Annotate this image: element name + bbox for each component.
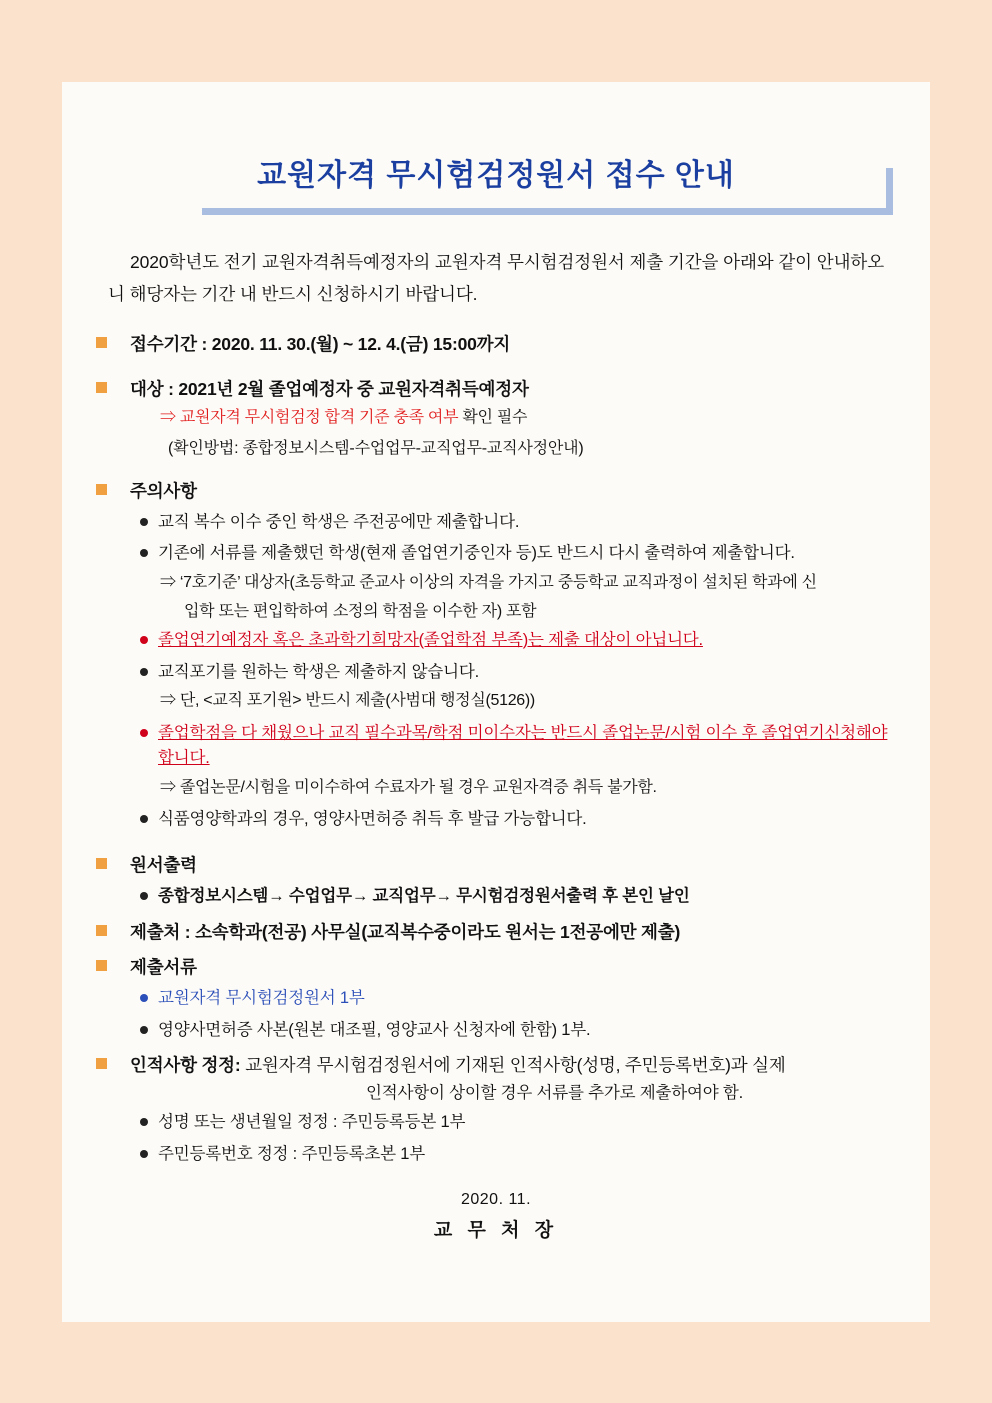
orange-square-icon xyxy=(96,484,107,495)
bullet-dot-icon xyxy=(140,1118,148,1126)
footer-date: 2020. 11. xyxy=(460,1190,532,1208)
intro-paragraph: 2020학년도 전기 교원자격취득예정자의 교원자격 무시험검정원서 제출 기간을 아래와 같이 안내하오니 해당자는 기간 내 반드시 신청하시기 바랍니다. xyxy=(108,252,884,305)
orange-square-icon xyxy=(96,925,107,936)
list-item xyxy=(140,986,896,1011)
list-item xyxy=(140,884,896,909)
bullet-dot-icon xyxy=(140,518,148,526)
page-title: 교원자격 무시험검정원서 접수 안내 xyxy=(257,159,735,192)
title-block xyxy=(96,136,896,222)
document-footer xyxy=(96,1191,896,1242)
bullet-dot-icon xyxy=(140,1150,148,1158)
list-item xyxy=(140,1110,896,1135)
caution-note-thesis: ⇒ 졸업논문/시험을 미이수하여 수료자가 될 경우 교원자격증 취득 불가함. xyxy=(160,778,657,796)
title-underline-bar xyxy=(202,208,892,215)
bullet-dot-icon xyxy=(140,892,148,900)
bullet-dot-icon xyxy=(140,994,148,1002)
section-form-print xyxy=(96,852,896,909)
caution-text-1: 교직 복수 이수 중인 학생은 주전공에만 제출합니다. xyxy=(158,512,520,531)
list-item xyxy=(140,1018,896,1043)
bullet-dot-icon xyxy=(140,549,148,557)
caution-text-6: 식품영양학과의 경우, 영양사면허증 취득 후 발급 가능합니다. xyxy=(158,810,587,829)
caution-note-7ho-line2: 입학 또는 편입학하여 소정의 학점을 이수한 자) 포함 xyxy=(184,602,537,620)
section-personal-info-correction xyxy=(96,1052,896,1167)
target-requirement-tail: 확인 필수 xyxy=(458,408,528,426)
personal-info-desc-cont: 인적사항이 상이할 경우 서류를 추가로 제출하여야 함. xyxy=(366,1084,743,1103)
section-heading-cautions: 주의사항 xyxy=(130,480,197,501)
personal-info-desc: 교원자격 무시험검정원서에 기재된 인적사항(성명, 주민등록번호)과 실제 xyxy=(240,1055,786,1076)
section-heading-form-print: 원서출력 xyxy=(130,855,197,876)
orange-square-icon xyxy=(96,1058,107,1069)
caution-text-5: 졸업학점을 다 채웠으나 교직 필수과목/학점 미이수자는 반드시 졸업논문/시험 이수 후 졸업연기신청해야 합니다. xyxy=(158,724,888,767)
correction-doc-1: 성명 또는 생년월일 정정 : 주민등록등본 1부 xyxy=(158,1113,466,1132)
caution-note-gyojik: ⇒ 단, <교직 포기원> 반드시 제출(사범대 행정실(5126)) xyxy=(160,692,535,710)
bullet-dot-icon xyxy=(140,729,148,737)
section-cautions xyxy=(96,478,896,833)
caution-text-4: 교직포기를 원하는 학생은 제출하지 않습니다. xyxy=(158,662,479,681)
section-submission-place xyxy=(96,919,896,944)
section-heading-personal-info xyxy=(130,1055,786,1075)
list-item xyxy=(140,807,896,832)
section-heading-submission-place: 제출처 : 소속학과(전공) 사무실(교직복수중이라도 원서는 1전공에만 제출) xyxy=(130,921,681,942)
form-print-path: 종합정보시스템→ 수업업무→ 교직업무→ 무시험검정원서출력 후 본인 날인 xyxy=(158,887,690,906)
list-item xyxy=(140,721,896,771)
target-check-method: (확인방법: 종합정보시스템-수업업무-교직업무-교직사정안내) xyxy=(168,439,584,457)
list-item xyxy=(140,1142,896,1167)
section-target xyxy=(96,376,896,458)
footer-organization: 교 무 처 장 xyxy=(433,1219,559,1241)
list-item xyxy=(140,510,896,535)
section-application-period xyxy=(96,331,896,356)
orange-square-icon xyxy=(96,337,107,348)
section-required-documents xyxy=(96,954,896,1043)
required-document-2: 영양사면허증 사본(원본 대조필, 영양교사 신청자에 한함) 1부. xyxy=(158,1020,591,1039)
title-right-tick xyxy=(886,168,893,215)
orange-square-icon xyxy=(96,960,107,971)
list-item xyxy=(140,541,896,566)
correction-doc-2: 주민등록번호 정정 : 주민등록초본 1부 xyxy=(158,1145,425,1164)
section-heading-required-documents: 제출서류 xyxy=(130,956,197,977)
list-item xyxy=(140,660,896,685)
required-document-1: 교원자격 무시험검정원서 1부 xyxy=(158,988,365,1007)
personal-info-label: 인적사항 정정: xyxy=(130,1055,241,1076)
caution-text-3: 졸업연기예정자 혹은 초과학기희망자(졸업학점 부족)는 제출 대상이 아닙니다. xyxy=(158,630,703,649)
orange-square-icon xyxy=(96,858,107,869)
bullet-dot-icon xyxy=(140,668,148,676)
caution-text-2: 기존에 서류를 제출했던 학생(현재 졸업연기중인자 등)도 반드시 다시 출력하여 제출합니다. xyxy=(158,544,795,563)
bullet-dot-icon xyxy=(140,815,148,823)
section-heading-period: 접수기간 : 2020. 11. 30.(월) ~ 12. 4.(금) 15:00까지 xyxy=(130,333,511,354)
bullet-dot-icon xyxy=(140,636,148,644)
list-item xyxy=(140,628,896,653)
orange-square-icon xyxy=(96,382,107,393)
target-requirement-note xyxy=(160,406,896,431)
bullet-dot-icon xyxy=(140,1026,148,1034)
document-page xyxy=(62,82,930,1322)
section-heading-target: 대상 : 2021년 2월 졸업예정자 중 교원자격취득예정자 xyxy=(130,378,529,399)
caution-note-7ho-line1: ⇒ ‘7호기준’ 대상자(초등학교 준교사 이상의 자격을 가지고 중등학교 교직과정이 설치된 학과에 신 xyxy=(160,574,817,592)
target-requirement-red: ⇒ 교원자격 무시험검정 합격 기준 충족 여부 xyxy=(160,408,459,426)
